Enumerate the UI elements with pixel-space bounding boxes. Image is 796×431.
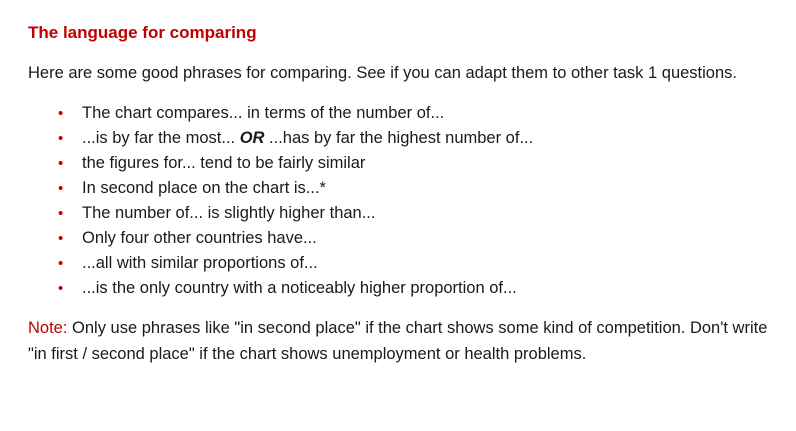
bullet-icon: • (58, 230, 64, 247)
bullet-icon: • (58, 205, 64, 222)
list-item (52, 201, 768, 226)
list-item (52, 101, 768, 126)
phrase-list (28, 101, 768, 301)
bullet-icon: • (58, 255, 64, 272)
list-item-text: ...is the only country with a noticeably higher proportion of... (82, 279, 517, 297)
bullet-icon: • (58, 280, 64, 297)
intro-paragraph: Here are some good phrases for comparing. See if you can adapt them to other task 1 questions. (28, 64, 737, 82)
bullet-icon: • (58, 180, 64, 197)
list-item-text: The chart compares... in terms of the number of... (82, 104, 445, 122)
list-item (52, 276, 768, 301)
page-title: The language for comparing (28, 23, 257, 42)
note-paragraph (28, 315, 768, 367)
list-item-text: In second place on the chart is...* (82, 179, 326, 197)
list-item (52, 126, 768, 151)
list-item-text-after: ...has by far the highest number of... (264, 129, 534, 147)
list-item-text: the figures for... tend to be fairly similar (82, 154, 366, 172)
list-item-text-before: ...is by far the most... (82, 129, 240, 147)
list-item-emphasis: OR (239, 129, 265, 147)
list-item-text: ...all with similar proportions of... (82, 254, 318, 272)
bullet-icon: • (58, 155, 64, 172)
list-item (52, 176, 768, 201)
list-item-text: Only four other countries have... (82, 229, 317, 247)
bullet-icon: • (58, 130, 64, 147)
note-label: Note: (28, 319, 68, 337)
note-text: Only use phrases like "in second place" if the chart shows some kind of competition. Don't write "in first / second place" if the chart shows unemployment or health problems. (28, 319, 768, 363)
list-item (52, 151, 768, 176)
list-item-text: The number of... is slightly higher than... (82, 204, 376, 222)
bullet-icon: • (58, 105, 64, 122)
list-item (52, 251, 768, 276)
list-item (52, 226, 768, 251)
